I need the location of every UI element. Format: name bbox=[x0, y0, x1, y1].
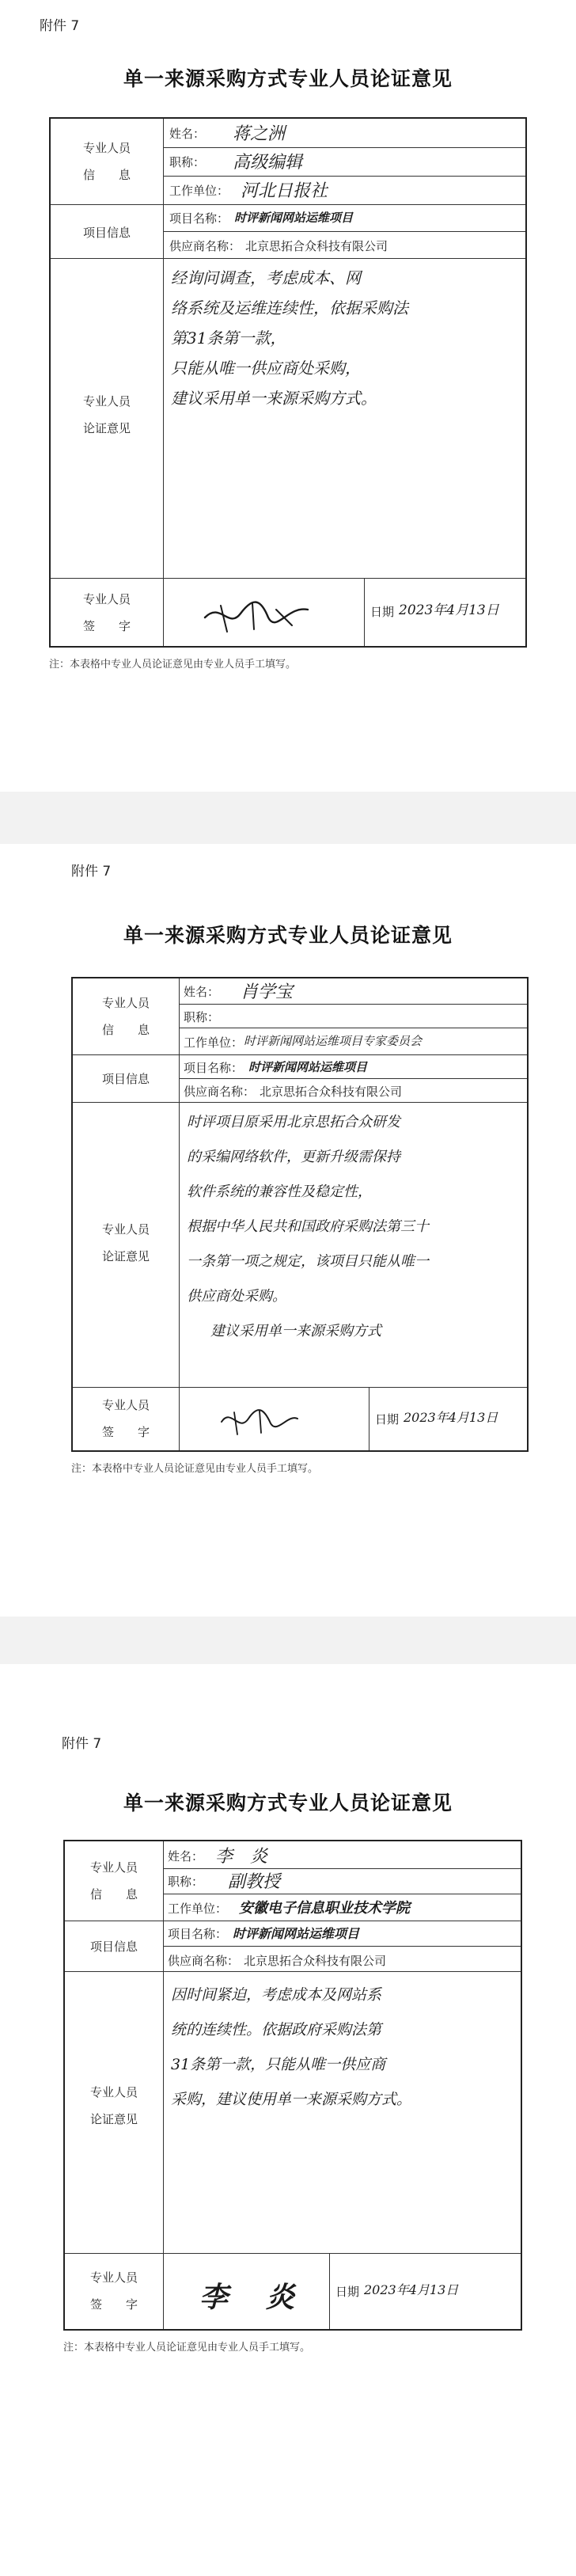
project-info-label: 项目信息 bbox=[89, 1940, 138, 1954]
project-info-label: 项目信息 bbox=[101, 1072, 150, 1086]
row-line bbox=[163, 176, 525, 177]
opinion-line: 建议采用单一来源采购方式 bbox=[210, 1323, 381, 1339]
label-line: 专业人员 bbox=[82, 592, 131, 606]
signature-label bbox=[73, 1392, 179, 1446]
column-divider bbox=[163, 119, 164, 646]
opinion-line: 31条第一款，只能从唯一供应商 bbox=[171, 2056, 386, 2073]
project-name-value: 时评新闻网站运维项目 bbox=[248, 1060, 368, 1074]
form-table bbox=[49, 117, 527, 648]
project-name-value: 时评新闻网站运维项目 bbox=[233, 1926, 360, 1941]
row-line bbox=[163, 1946, 521, 1947]
employer-value: 时评新闻网站运维项目专家委员会 bbox=[244, 1034, 423, 1048]
document-page-1 bbox=[0, 0, 576, 792]
label-line: 专业人员 bbox=[82, 394, 131, 408]
employer-value: 河北日报社 bbox=[241, 181, 328, 201]
label-line: 专业人员 bbox=[101, 1222, 150, 1237]
employer-field-label: 工作单位： bbox=[169, 184, 229, 198]
employer-field-label: 工作单位： bbox=[184, 1035, 244, 1050]
supplier-value: 北京思拓合众科技有限公司 bbox=[260, 1085, 403, 1099]
supplier-label: 供应商名称： bbox=[169, 239, 241, 253]
expert-info-label bbox=[51, 135, 163, 188]
name-field-label: 姓名： bbox=[169, 127, 206, 141]
opinion-line: 因时间紧迫，考虑成本及网站系 bbox=[171, 1986, 382, 2004]
form-title: 单一来源采购方式专业人员论证意见 bbox=[123, 924, 453, 947]
name-field-label: 姓名： bbox=[184, 985, 220, 999]
form-title: 单一来源采购方式专业人员论证意见 bbox=[123, 67, 453, 90]
attachment-label: 附件 7 bbox=[62, 1736, 102, 1752]
label-line: 信 息 bbox=[82, 168, 131, 182]
label-line: 论证意见 bbox=[101, 1249, 150, 1263]
column-divider bbox=[163, 1841, 164, 2329]
handwritten-signature bbox=[215, 1398, 302, 1442]
row-line bbox=[51, 258, 525, 259]
row-line bbox=[163, 147, 525, 148]
attachment-label: 附件 7 bbox=[40, 18, 80, 34]
row-line bbox=[73, 1387, 527, 1388]
date-divider bbox=[364, 578, 365, 646]
opinion-line: 建议采用单一来源采购方式。 bbox=[171, 389, 377, 408]
opinion-line: 第31条第一款， bbox=[171, 329, 286, 348]
date-label: 日期 bbox=[370, 605, 395, 619]
row-line bbox=[65, 1971, 521, 1972]
job-title-value: 副教授 bbox=[228, 1872, 281, 1892]
opinion-line: 络系统及运维连续性，依据采购法 bbox=[171, 298, 408, 317]
form-title: 单一来源采购方式专业人员论证意见 bbox=[123, 1791, 453, 1814]
opinion-line: 供应商处采购。 bbox=[187, 1288, 286, 1305]
form-table bbox=[63, 1840, 522, 2331]
opinion-line: 只能从唯一供应商处采购， bbox=[171, 359, 361, 378]
page-gap bbox=[0, 1617, 576, 1664]
form-table bbox=[71, 977, 529, 1452]
row-line bbox=[73, 1054, 527, 1055]
opinion-label bbox=[51, 388, 163, 442]
project-info-label: 项目信息 bbox=[82, 226, 131, 240]
opinion-line: 的采编网络软件，更新升级需保持 bbox=[187, 1149, 400, 1165]
handwritten-signature bbox=[197, 586, 316, 641]
supplier-value: 北京思拓合众科技有限公司 bbox=[245, 239, 388, 253]
opinion-line: 根据中华人民共和国政府采购法第三十 bbox=[187, 1218, 429, 1235]
name-value: 肖学宝 bbox=[241, 982, 294, 1002]
attachment-label: 附件 7 bbox=[71, 864, 112, 880]
label-line: 专业人员 bbox=[82, 141, 131, 155]
supplier-value: 北京思拓合众科技有限公司 bbox=[244, 1954, 387, 1968]
label-line: 信 息 bbox=[89, 1887, 138, 1902]
label-line: 专业人员 bbox=[89, 2270, 138, 2285]
project-name-label: 项目名称： bbox=[169, 211, 229, 226]
date-label: 日期 bbox=[335, 2285, 360, 2299]
opinion-label bbox=[65, 2079, 163, 2133]
row-line bbox=[163, 1868, 521, 1869]
date-value: 2023年4月13日 bbox=[364, 2282, 459, 2297]
label-line: 签 字 bbox=[101, 1425, 150, 1439]
label-line: 专业人员 bbox=[101, 996, 150, 1010]
opinion-text bbox=[187, 1105, 524, 1349]
expert-info-label bbox=[73, 990, 179, 1043]
project-name-label: 项目名称： bbox=[184, 1061, 244, 1075]
row-line bbox=[73, 1102, 527, 1103]
date-label: 日期 bbox=[375, 1412, 400, 1427]
label-line: 签 字 bbox=[89, 2297, 138, 2312]
row-line bbox=[51, 578, 525, 579]
date-value: 2023年4月13日 bbox=[399, 602, 499, 618]
opinion-text bbox=[171, 263, 519, 413]
title-field-label: 职称： bbox=[168, 1875, 204, 1889]
opinion-line: 经询问调查，考虑成本、网 bbox=[171, 268, 361, 287]
label-line: 信 息 bbox=[101, 1023, 150, 1037]
date-value: 2023年4月13日 bbox=[404, 1410, 498, 1425]
opinion-line: 采购，建议使用单一来源采购方式。 bbox=[171, 2091, 412, 2108]
footnote: 注：本表格中专业人员论证意见由专业人员手工填写。 bbox=[49, 659, 297, 671]
row-line bbox=[179, 1078, 527, 1079]
opinion-label bbox=[73, 1216, 179, 1270]
opinion-line: 统的连续性。依据政府采购法第 bbox=[171, 2021, 382, 2038]
label-line: 专业人员 bbox=[89, 1860, 138, 1875]
label-line: 专业人员 bbox=[101, 1398, 150, 1412]
job-title-value: 高级编辑 bbox=[233, 153, 303, 173]
opinion-text bbox=[171, 1978, 517, 2117]
row-line bbox=[163, 231, 525, 232]
project-name-label: 项目名称： bbox=[168, 1927, 228, 1941]
employer-field-label: 工作单位： bbox=[168, 1902, 228, 1916]
project-name-value: 时评新闻网站运维项目 bbox=[234, 211, 354, 225]
footnote: 注：本表格中专业人员论证意见由专业人员手工填写。 bbox=[63, 2342, 311, 2354]
employer-value: 安徽电子信息职业技术学院 bbox=[239, 1900, 410, 1917]
footnote: 注：本表格中专业人员论证意见由专业人员手工填写。 bbox=[71, 1463, 319, 1475]
opinion-line: 一条第一项之规定，该项目只能从唯一 bbox=[187, 1253, 429, 1270]
opinion-line: 时评项目原采用北京思拓合众研发 bbox=[187, 1114, 400, 1130]
name-value: 李 炎 bbox=[215, 1847, 268, 1867]
name-field-label: 姓名： bbox=[168, 1849, 204, 1864]
label-line: 签 字 bbox=[82, 619, 131, 633]
label-line: 专业人员 bbox=[89, 2085, 138, 2099]
row-line bbox=[179, 1004, 527, 1005]
label-line: 论证意见 bbox=[82, 421, 131, 435]
document-page-3 bbox=[0, 1664, 576, 2576]
title-field-label: 职称： bbox=[184, 1010, 220, 1024]
document-page-2 bbox=[0, 844, 576, 1617]
name-value: 蒋之洲 bbox=[233, 124, 286, 144]
supplier-label: 供应商名称： bbox=[168, 1954, 240, 1968]
row-line bbox=[51, 204, 525, 205]
handwritten-signature: 李 炎 bbox=[199, 2281, 300, 2314]
page-gap bbox=[0, 792, 576, 844]
label-line: 论证意见 bbox=[89, 2112, 138, 2126]
column-divider bbox=[179, 978, 180, 1450]
date-divider bbox=[329, 2253, 330, 2329]
expert-info-label bbox=[65, 1854, 163, 1908]
opinion-line: 软件系统的兼容性及稳定性， bbox=[187, 1184, 372, 1200]
title-field-label: 职称： bbox=[169, 155, 206, 169]
row-line bbox=[65, 2253, 521, 2254]
signature-label bbox=[65, 2264, 163, 2318]
signature-label bbox=[51, 586, 163, 640]
supplier-label: 供应商名称： bbox=[184, 1085, 256, 1099]
